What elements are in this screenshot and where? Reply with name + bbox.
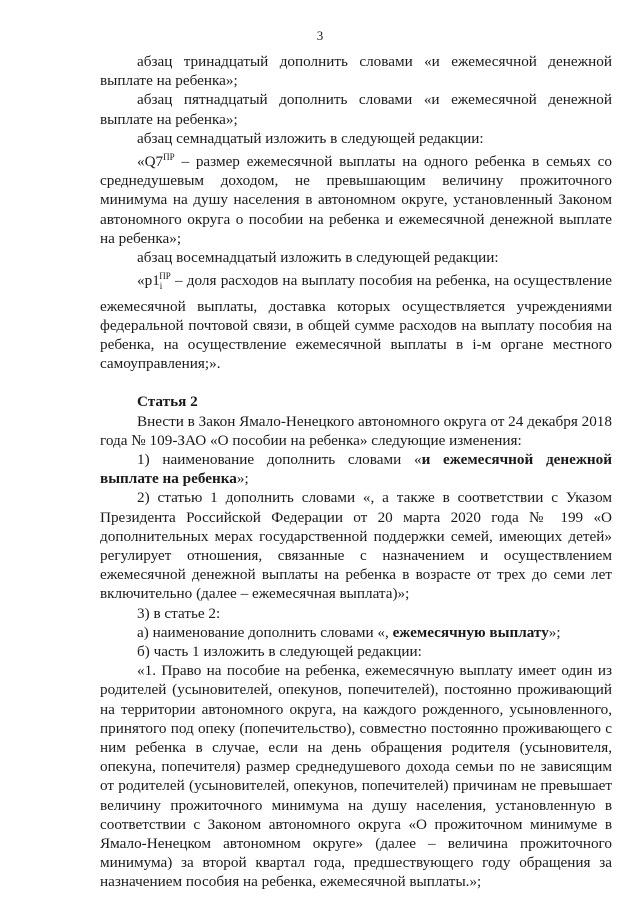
article-intro: Внести в Закон Ямало-Ненецкого автономного округа от 24 декабря 2018 года № 109-ЗАО «О пособии на ребенка» следующие изменения: [100, 412, 612, 449]
page-number: 3 [316, 28, 324, 43]
article-heading: Статья 2 [137, 393, 198, 411]
document-body [100, 52, 612, 892]
item-2: 2) статью 1 дополнить словами «, а также в соответствии с Указом Президента Российской Федерации от 20 марта 2020 года № 199 «О дополнительных мерах государственной поддержки семей, имеющих детей» регулирует отношения, связанные с назначением и осуществлением ежемесячной денежной выплаты на ребенка в возрасте от трех до семи лет включительно (далее – ежемесячная выплата)»; [100, 489, 612, 603]
paragraph-p1-definition: «$p1_i^{ПР}$ – доля расходов на выплату пособия на ребенка, на осуществление ежемесячной выплаты, доставка которых осуществляется учреждениями федеральной почтовой связи, в общей сумме расходов на выплату пособия на ребенка, на осуществление ежемесячной выплаты в i-м органе местного самоуправления;». [100, 271, 612, 373]
quoted-part-1: «1. Право на пособие на ребенка, ежемесячную выплату имеет один из родителей (усыновителей, опекунов, попечителей), постоянно проживающий на территории автономного округа, на каждого рожденного, усыновленного, принятого под опеку (попечительство), совместно постоянно проживающего с ним ребенка в случае, если на день обращения родителя (усыновителя, опекуна, попечителя) размер среднедушевого дохода семьи по не зависящим от родителей (усыновителей, опекунов, попечителей) причинам не превышает величину прожиточного минимума на душу населения, установленную в соответствии с Законом автономного округа «О прожиточном минимуме в Ямало-Ненецком автономном округе» (далее – величина прожиточного минимума) за второй квартал года, предшествующего году обращения за назначением пособия на ребенка, ежемесячной выплаты.»; [100, 662, 612, 891]
item-1: 1) наименование дополнить словами «и ежемесячной денежной выплате на ребенка»; [100, 451, 612, 488]
paragraph-abzac-13: абзац тринадцатый дополнить словами «и ежемесячной денежной выплате на ребенка»; [100, 53, 612, 90]
item-3b: б) часть 1 изложить в следующей редакции: [137, 643, 422, 661]
paragraph-abzac-17-intro: абзац семнадцатый изложить в следующей редакции: [137, 129, 484, 147]
paragraph-q7-definition: «$Q7^{ПР}$ – размер ежемесячной выплаты на одного ребенка в семьях со среднедушевым доходом, не превышающим величину прожиточного минимума на душу населения в автономном округе, установленный Законом автономного округа о пособии на ребенка и ежемесячной денежной выплате на ребенка»; [100, 152, 612, 247]
paragraph-abzac-15: абзац пятнадцатый дополнить словами «и ежемесячной денежной выплате на ребенка»; [100, 91, 612, 128]
paragraph-abzac-18-intro: абзац восемнадцатый изложить в следующей редакции: [137, 249, 499, 267]
item-3a: а) наименование дополнить словами «, ежемесячную выплату»; [137, 623, 561, 641]
item-3: 3) в статье 2: [137, 604, 221, 622]
section-gap [100, 373, 612, 392]
